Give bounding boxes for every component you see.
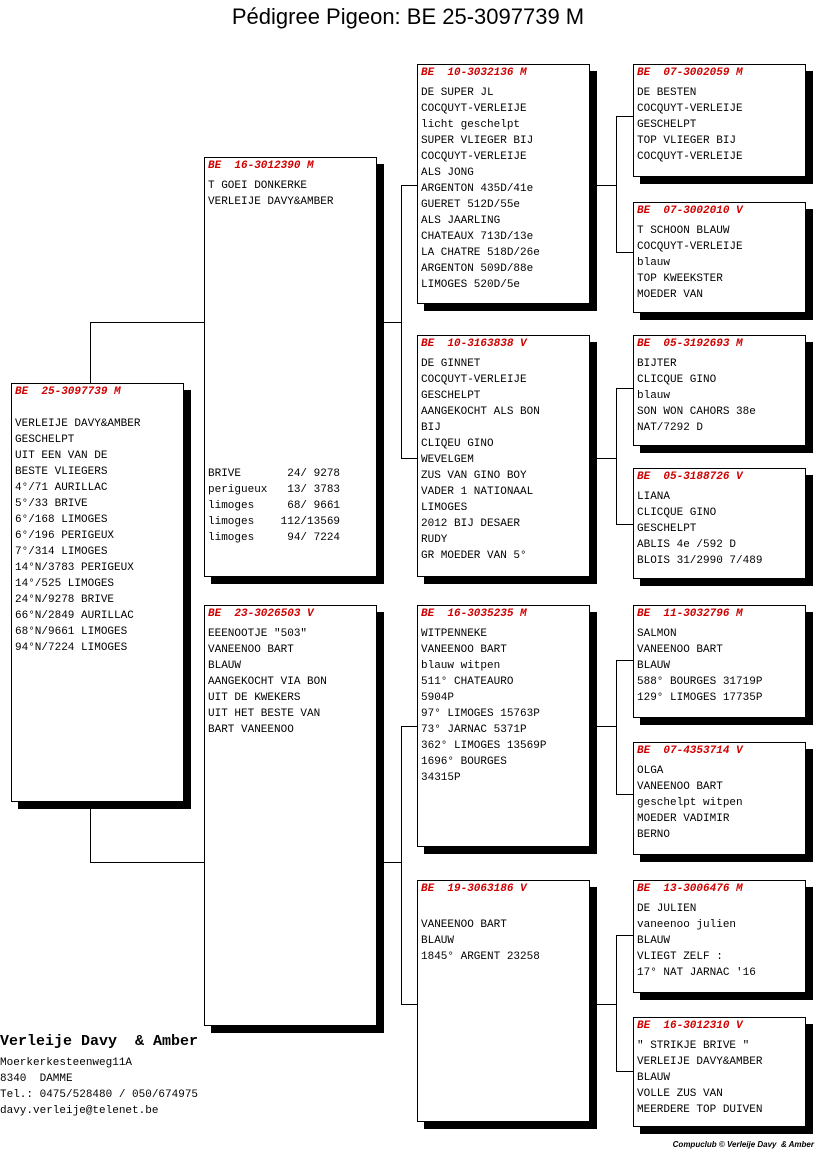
connector bbox=[616, 1071, 633, 1072]
sire-results: BRIVE 24/ 9278 perigueux 13/ 3783 limoges 68/ 9661 limoges 112/13569 limoges 94/ 7224 bbox=[208, 468, 341, 544]
ring-number: BE 16-3012390 M bbox=[208, 160, 314, 172]
owner-email[interactable]: davy.verleije@telenet.be bbox=[0, 1105, 159, 1117]
pigeon-info: WITPENNEKE VANEENOO BART blauw witpen 511° CHATEAURO 5904P 97° LIMOGES 15763P 73° JARNAC 5371P 362° LIMOGES 13569P 1696° BOURGES 34315P bbox=[421, 628, 547, 784]
owner-block bbox=[0, 1033, 198, 1119]
connector bbox=[401, 1004, 417, 1005]
ring-number: BE 07-3002059 M bbox=[637, 67, 743, 79]
pigeon-info: DE GINNET COCQUYT-VERLEIJE GESCHELPT AANGEKOCHT ALS BON BIJ CLIQEU GINO WEVELGEM ZUS VAN GINO BOY VADER 1 NATIONAAL LIMOGES 2012 BIJ DESAER RUDY GR MOEDER VAN 5° bbox=[421, 358, 540, 562]
connector bbox=[401, 726, 402, 1004]
sire-info: T GOEI DONKERKE VERLEIJE DAVY&AMBER bbox=[208, 180, 334, 208]
great-grandparent-card[interactable] bbox=[633, 202, 806, 313]
owner-city: 8340 DAMME bbox=[0, 1073, 73, 1085]
connector bbox=[616, 794, 633, 795]
pigeon-info: VANEENOO BART BLAUW 1845° ARGENT 23258 bbox=[421, 919, 540, 963]
connector bbox=[401, 458, 417, 459]
connector bbox=[616, 660, 633, 661]
ring-number: BE 07-3002010 V bbox=[637, 205, 743, 217]
connector bbox=[383, 322, 401, 323]
ring-number: BE 05-3192693 M bbox=[637, 338, 743, 350]
connector bbox=[616, 252, 633, 253]
ring-number: BE 16-3035235 M bbox=[421, 608, 527, 620]
owner-phone: Tel.: 0475/528480 / 050/674975 bbox=[0, 1089, 199, 1101]
ring-number: BE 23-3026503 V bbox=[208, 608, 314, 620]
connector bbox=[596, 458, 616, 459]
connector bbox=[90, 862, 204, 863]
pigeon-info: DE BESTEN COCQUYT-VERLEIJE GESCHELPT TOP VLIEGER BIJ COCQUYT-VERLEIJE bbox=[637, 87, 743, 163]
owner-name: Verleije Davy & Amber bbox=[0, 1033, 199, 1050]
footer-credit: Compuclub © Verleije Davy & Amber bbox=[672, 1140, 814, 1149]
pigeon-info: DE SUPER JL COCQUYT-VERLEIJE licht geschelpt SUPER VLIEGER BIJ COCQUYT-VERLEIJE ALS JONG ARGENTON 435D/41e GUERET 512D/55e ALS JAARLING CHATEAUX 713D/13e LA CHATRE 518D/26e ARGENTON 509D/88e LIMOGES 520D/5e bbox=[421, 87, 540, 291]
connector bbox=[616, 935, 617, 1071]
great-grandparent-card[interactable] bbox=[633, 64, 806, 177]
connector bbox=[616, 116, 633, 117]
pigeon-info: " STRIKJE BRIVE " VERLEIJE DAVY&AMBER BLAUW VOLLE ZUS VAN MEERDERE TOP DUIVEN bbox=[637, 1040, 763, 1116]
connector bbox=[616, 388, 633, 389]
ring-number: BE 13-3006476 M bbox=[637, 883, 743, 895]
pigeon-info: T SCHOON BLAUW COCQUYT-VERLEIJE blauw TOP KWEEKSTER MOEDER VAN bbox=[637, 225, 743, 301]
ring-number: BE 05-3188726 V bbox=[637, 471, 743, 483]
pigeon-info: DE JULIEN vaneenoo julien BLAUW VLIEGT ZELF : 17° NAT JARNAC '16 bbox=[637, 903, 756, 979]
ring-number: BE 07-4353714 V bbox=[637, 745, 743, 757]
dam-card[interactable] bbox=[204, 605, 377, 1026]
pigeon-info: OLGA VANEENOO BART geschelpt witpen MOEDER VADIMIR BERNO bbox=[637, 765, 743, 841]
pigeon-info: LIANA CLICQUE GINO GESCHELPT ABLIS 4e /592 D BLOIS 31/2990 7/489 bbox=[637, 491, 763, 567]
great-grandparent-card[interactable] bbox=[633, 468, 806, 579]
great-grandparent-card[interactable] bbox=[633, 742, 806, 855]
connector bbox=[616, 935, 633, 936]
subject-info: VERLEIJE DAVY&AMBER GESCHELPT UIT EEN VAN DE BESTE VLIEGERS 4°/71 AURILLAC 5°/33 BRIVE 6°/168 LIMOGES 6°/196 PERIGEUX 7°/314 LIMOGES 14°N/3783 PERIGEUX 14°/525 LIMOGES 24°N/9278 BRIVE 66°N/2849 AURILLAC 68°N/9661 LIMOGES 94°N/7224 LIMOGES bbox=[15, 418, 141, 654]
dam-info: EEENOOTJE "503" VANEENOO BART BLAUW AANGEKOCHT VIA BON UIT DE KWEKERS UIT HET BESTE VAN BART VANEENOO bbox=[208, 628, 327, 736]
grandsire-dam-card[interactable] bbox=[417, 605, 590, 847]
great-grandparent-card[interactable] bbox=[633, 1017, 806, 1127]
great-grandparent-card[interactable] bbox=[633, 335, 806, 446]
connector bbox=[596, 185, 616, 186]
grandsire-sire-card[interactable] bbox=[417, 64, 590, 304]
granddam-sire-card[interactable] bbox=[417, 335, 590, 577]
pigeon-info: SALMON VANEENOO BART BLAUW 588° BOURGES 31719P 129° LIMOGES 17735P bbox=[637, 628, 763, 704]
great-grandparent-card[interactable] bbox=[633, 880, 806, 993]
connector bbox=[596, 1004, 616, 1005]
connector bbox=[383, 862, 401, 863]
connector bbox=[616, 524, 633, 525]
connector bbox=[616, 116, 617, 252]
connector bbox=[401, 185, 417, 186]
connector bbox=[90, 802, 91, 862]
ring-number: BE 16-3012310 V bbox=[637, 1020, 743, 1032]
connector bbox=[401, 726, 417, 727]
pigeon-info: BIJTER CLICQUE GINO blauw SON WON CAHORS 38e NAT/7292 D bbox=[637, 358, 756, 434]
sire-card[interactable] bbox=[204, 157, 377, 577]
ring-number: BE 25-3097739 M bbox=[15, 386, 121, 398]
owner-address: Moerkerkesteenweg11A bbox=[0, 1057, 133, 1069]
page-title: Pédigree Pigeon: BE 25-3097739 M bbox=[231, 4, 585, 29]
ring-number: BE 19-3063186 V bbox=[421, 883, 527, 895]
connector bbox=[616, 388, 617, 524]
connector bbox=[90, 322, 91, 384]
connector bbox=[616, 660, 617, 794]
connector bbox=[401, 185, 402, 458]
connector bbox=[596, 726, 616, 727]
connector bbox=[90, 322, 204, 323]
great-grandparent-card[interactable] bbox=[633, 605, 806, 718]
ring-number: BE 10-3032136 M bbox=[421, 67, 527, 79]
subject-card[interactable] bbox=[11, 383, 184, 802]
granddam-dam-card[interactable] bbox=[417, 880, 590, 1122]
ring-number: BE 11-3032796 M bbox=[637, 608, 743, 620]
ring-number: BE 10-3163838 V bbox=[421, 338, 527, 350]
